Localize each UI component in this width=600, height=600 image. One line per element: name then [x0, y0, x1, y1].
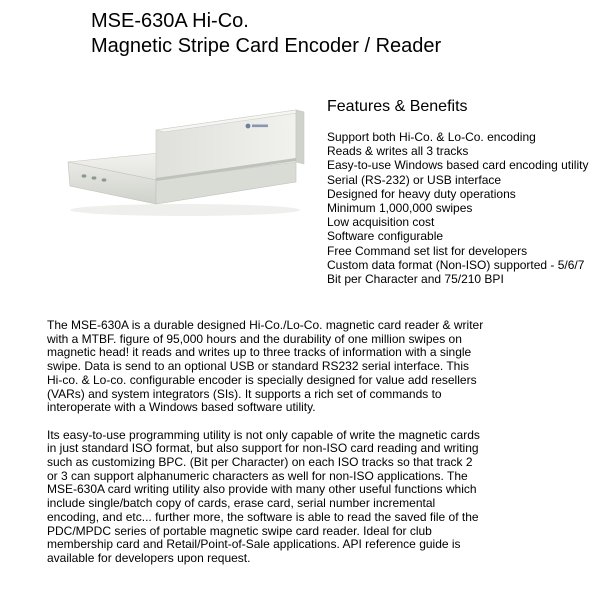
feature-item: Support both Hi-Co. & Lo-Co. encoding: [327, 130, 536, 144]
feature-item: Designed for heavy duty operations: [327, 186, 516, 201]
feature-item: Free Command set list for developers: [327, 243, 528, 258]
page-title: [91, 9, 441, 59]
title-line-2: Magnetic Stripe Card Encoder / Reader: [91, 35, 442, 57]
feature-item: Low acquisition cost: [327, 215, 435, 230]
feature-item: Reads & writes all 3 tracks: [327, 144, 469, 159]
feature-item: Software configurable: [327, 229, 444, 244]
description-line: available for developers upon request.: [47, 550, 251, 565]
description-line: swipe. Data is send to an optional USB or standard RS232 serial interface. This: [47, 359, 470, 374]
description-line: encoding, and etc... further more, the software is able to read the saved file of the: [47, 509, 479, 524]
led-indicator-3: [102, 178, 107, 181]
description-line: or 3 can support alphanumeric characters as well for non-ISO applications. The: [47, 468, 468, 483]
description-paragraph-2: [47, 429, 587, 566]
logo-icon: [246, 124, 251, 129]
description-line: PDC/MPDC series of portable magnetic swipe card reader. Ideal for club: [47, 523, 432, 538]
reader-shadow: [70, 204, 300, 216]
description-line: in just standard ISO format, but also support for non-ISO card reading and writing: [47, 441, 479, 456]
description-line: interoperate with a Windows based software utility.: [47, 400, 316, 415]
reader-wall-side: [296, 110, 304, 164]
product-description: [47, 319, 587, 579]
led-indicator-2: [92, 176, 97, 179]
description-line: membership card and Retail/Point-of-Sale applications. API reference guide is: [47, 537, 461, 552]
feature-item: Minimum 1,000,000 swipes: [327, 201, 473, 216]
description-line: The MSE-630A is a durable designed Hi-Co./Lo-Co. magnetic card reader & writer: [47, 318, 484, 332]
features-list: [327, 130, 599, 286]
led-indicator-1: [82, 174, 87, 177]
title-line-1: MSE-630A Hi-Co.: [91, 10, 249, 32]
description-paragraph-1: [47, 319, 587, 415]
description-line: include single/batch copy of cards, erase card, serial number incremental: [47, 496, 436, 511]
description-line: Its easy-to-use programming utility is not only capable of write the magnetic cards: [47, 427, 480, 442]
feature-item: Serial (RS-232) or USB interface: [327, 172, 502, 187]
description-line: Hi-co. & Lo-co. configurable encoder is specially designed for value add resellers: [47, 372, 477, 387]
card-reader-image: [60, 100, 310, 230]
description-line: magnetic head! it reads and writes up to three tracks of information with a single: [47, 345, 472, 360]
description-line: such as customizing BPC. (Bit per Character) on each ISO tracks so that track 2: [47, 455, 473, 470]
feature-item: Easy-to-use Windows based card encoding utility: [327, 158, 589, 173]
description-line: with a MTBF. figure of 95,000 hours and the durability of one million swipes on: [47, 331, 462, 346]
logo-text-mark: [252, 125, 268, 128]
features-heading: Features & Benefits: [327, 98, 468, 115]
feature-item: Custom data format (Non-ISO) supported - 5/6/7 Bit per Character and 75/210 BPI: [327, 257, 585, 287]
description-line: MSE-630A card writing utility also provide with many other useful functions which: [47, 482, 477, 497]
description-line: (VARs) and system integrators (SIs). It supports a rich set of commands to: [47, 386, 442, 401]
